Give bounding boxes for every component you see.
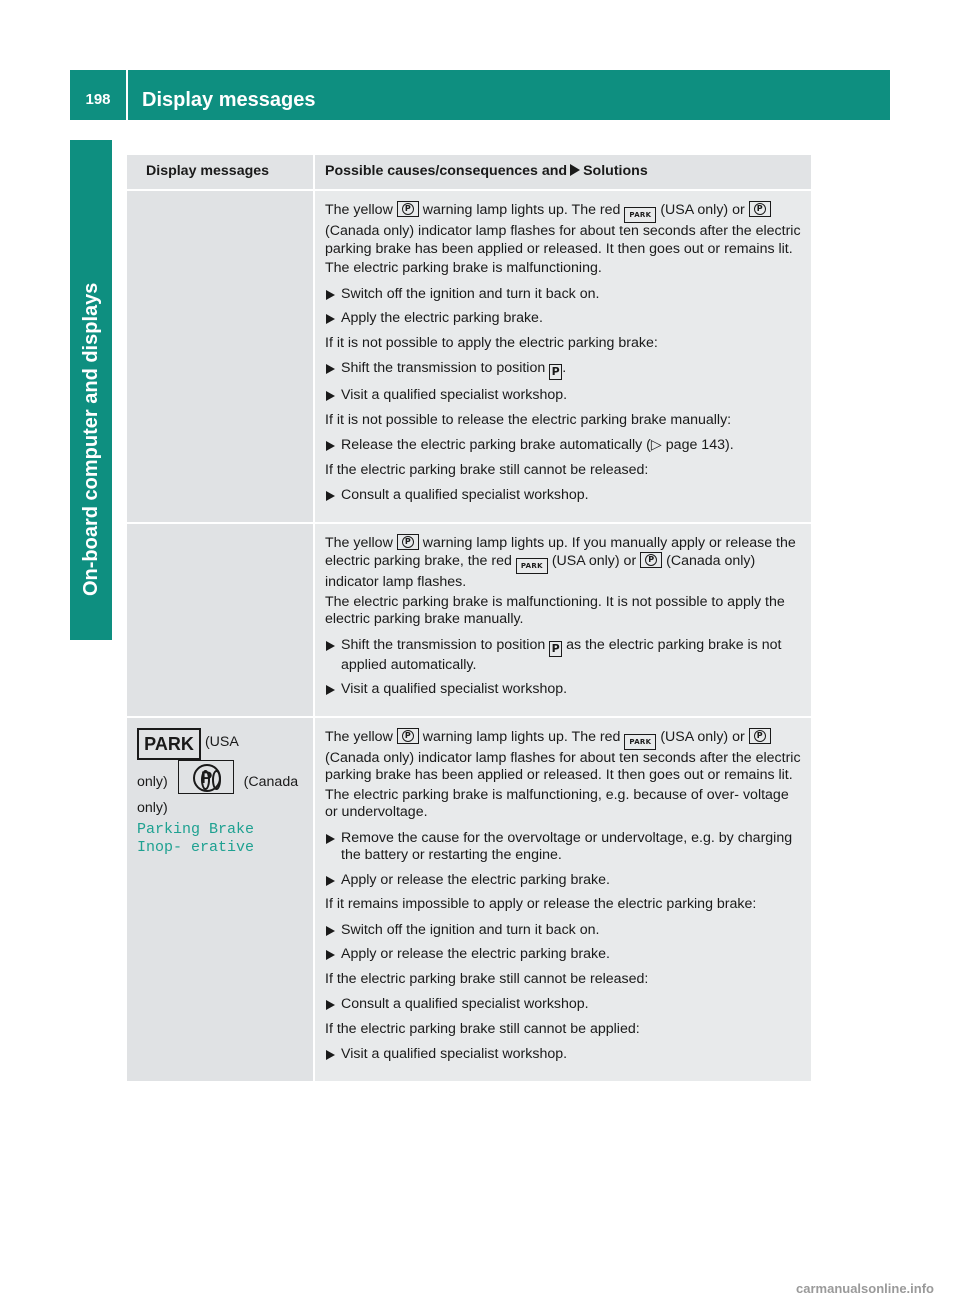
step-item: Remove the cause for the overvoltage or undervoltage, e.g. by charging the battery or restarting the engine. (325, 830, 803, 865)
watermark[interactable]: carmanualsonline.info (796, 1281, 934, 1296)
step-item: Visit a qualified specialist workshop. (325, 387, 803, 405)
park-lamp-icon: PARK (624, 734, 656, 750)
brake-warning-icon: P (397, 201, 419, 217)
cause-text: The electric parking brake is malfunctioning. (325, 260, 602, 276)
page-number: 198 (85, 91, 111, 108)
condition-text: If the electric parking brake still cannot be applied: (325, 1020, 640, 1037)
condition-text: If it is not possible to release the electric parking brake manually: (325, 411, 732, 428)
display-message-text: Parking Brake Inop‐ erative (137, 820, 255, 856)
step-item: Apply the electric parking brake. (325, 310, 803, 328)
paragraph: The yellow P warning lamp lights up. If you manually apply or release the electric parking brake, the red PARK (USA only) or P (Canada only) indicator lamp flashes. (325, 534, 796, 590)
paragraph: The yellow P warning lamp lights up. The red PARK (USA only) or P (Canada only) indicator lamp flashes for about ten seconds after the electric parking brake has been applied or released. It then goes out or remains lit. (325, 728, 801, 783)
message-cell-empty (127, 524, 315, 718)
transmission-p-icon: P (549, 641, 562, 657)
brake-warning-icon: P (397, 534, 419, 550)
table-row (127, 524, 811, 718)
park-indicator-icon: PARK (137, 728, 201, 760)
brake-warning-icon: P (397, 728, 419, 744)
condition-text: If the electric parking brake still cannot be released: (325, 461, 649, 478)
table-row (127, 191, 811, 524)
page-title: Display messages (142, 89, 316, 111)
step-item: Consult a qualified specialist workshop. (325, 487, 803, 505)
park-lamp-icon: PARK (516, 558, 548, 574)
step-item: Switch off the ignition and turn it back on. (325, 922, 803, 940)
header-divider (126, 70, 128, 120)
condition-text: If it is not possible to apply the electric parking brake: (325, 334, 658, 351)
lamp-caption: PARK (USA only) P (Canada only) (137, 728, 305, 821)
page-reference-icon: ▷ (650, 437, 662, 453)
brake-lamp-icon: P (640, 552, 662, 568)
brake-lamp-icon: P (749, 201, 771, 217)
message-cell-empty (127, 191, 315, 524)
display-messages-table (127, 155, 811, 1083)
solution-cell (315, 191, 811, 524)
step-item: Visit a qualified specialist workshop. (325, 681, 803, 699)
column-header-messages: Display messages (127, 155, 315, 191)
step-item: Release the electric parking brake automatically (▷ page 143). (325, 437, 803, 455)
step-item: Apply or release the electric parking brake. (325, 946, 803, 964)
step-item: Shift the transmission to position P . (325, 360, 803, 380)
parking-brake-indicator-icon: P (178, 760, 234, 794)
step-item: Apply or release the electric parking brake. (325, 872, 803, 890)
table-header-row (127, 155, 811, 191)
cause-text: The electric parking brake is malfunctioning, e.g. because of over- voltage or undervoltage. (325, 786, 789, 820)
message-cell (127, 718, 315, 1083)
park-lamp-icon: PARK (624, 207, 656, 223)
brake-lamp-icon: P (749, 728, 771, 744)
step-item: Shift the transmission to position P as the electric parking brake is not applied automatically. (325, 637, 803, 675)
solution-cell (315, 718, 811, 1083)
transmission-p-icon: P (549, 364, 562, 380)
solution-arrow-icon (570, 164, 580, 176)
table-row (127, 718, 811, 1083)
page-reference-link[interactable]: page 143). (665, 437, 734, 453)
solution-cell (315, 524, 811, 718)
column-header-solutions: Possible causes/consequences and Solutions (315, 155, 811, 191)
condition-text: If the electric parking brake still cannot be released: (325, 970, 649, 987)
condition-text: If it remains impossible to apply or release the electric parking brake: (325, 896, 757, 912)
cause-text: The electric parking brake is malfunctioning. It is not possible to apply the electric parking brake manually. (325, 593, 785, 627)
chapter-label: On-board computer and displays (80, 282, 102, 596)
step-item: Visit a qualified specialist workshop. (325, 1046, 803, 1064)
step-item: Consult a qualified specialist workshop. (325, 996, 803, 1014)
paragraph: The yellow P warning lamp lights up. The red PARK (USA only) or P (Canada only) indicator lamp flashes for about ten seconds after the electric parking brake has been applied or released. It then goes out or remains lit. (325, 202, 801, 257)
step-item: Switch off the ignition and turn it back on. (325, 286, 803, 304)
